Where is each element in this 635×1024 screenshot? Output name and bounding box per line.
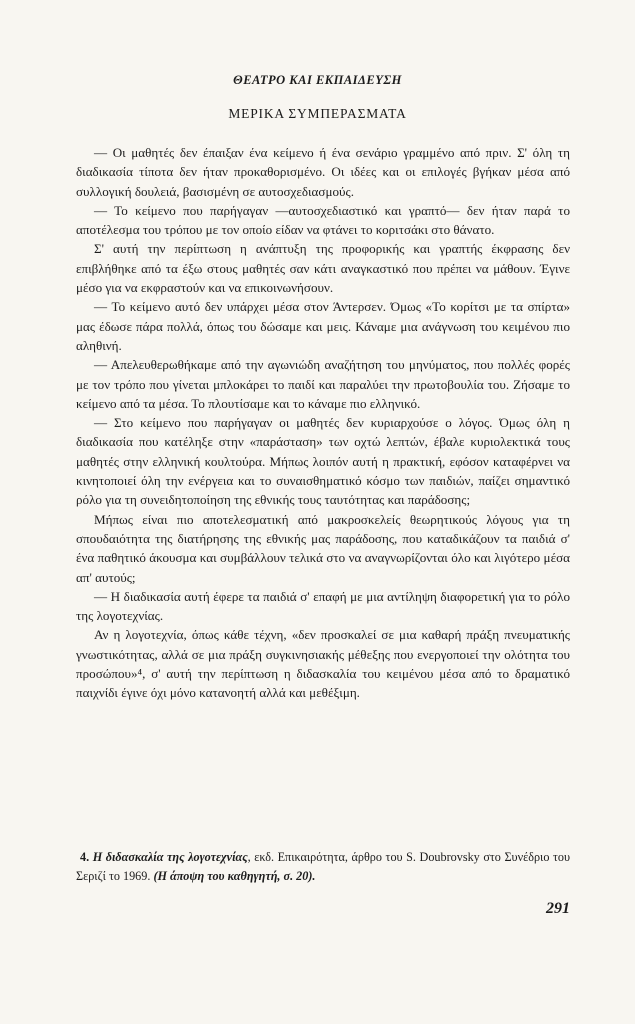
chapter-heading: ΜΕΡΙΚΑ ΣΥΜΠΕΡΑΣΜΑΤΑ	[228, 106, 407, 121]
footnote-number: 4.	[80, 850, 90, 864]
body-text	[76, 143, 570, 703]
paragraph: — Το κείμενο αυτό δεν υπάρχει μέσα στον Άντερσεν. Όμως «Το κορίτσι με τα σπίρτα» μας έδωσε πάρα πολλά, όπως του δώσαμε και μεις. Κάναμε μια ανάγνωση του κειμένου πιο αληθινή.	[76, 299, 570, 353]
paragraph: — Η διαδικασία αυτή έφερε τα παιδιά σ' επαφή με μια αντίληψη διαφορετική για το ρόλο της λογοτεχνίας.	[76, 588, 570, 624]
footnote-text: , εκδ. Επικαιρότητα, άρθρο του S. Doubrovsky στο Συνέδριο του Σεριζί το 1969.	[76, 850, 571, 883]
paragraph: — Οι μαθητές δεν έπαιξαν ένα κείμενο ή ένα σενάριο γραμμένο από πριν. Σ' όλη τη διαδικασία τίποτα δεν ήταν προκαθορισμένο. Οι ιδέες και οι επιλογές βγήκαν μέσα από συλλογική δουλειά, βασισμένη σε αυτοσχεδιασμούς.	[76, 145, 570, 199]
paragraph: Μήπως είναι πιο αποτελεσματική από μακροσκελείς θεωρητικούς λόγους για τη σπουδαιότητα της διατήρησης της εθνικής μας παράδοσης, που καταδικάζουν τα παιδιά σ' ένα παθητικό άκουσμα και συμβάλλουν τελικά στο να αναγνωρίζονται όλο και λιγότερο μέσα απ' αυτούς;	[76, 511, 570, 585]
paragraph: — Στο κείμενο που παρήγαγαν οι μαθητές δεν κυριαρχούσε ο λόγος. Όμως όλη η διαδικασία που κατέληξε στην «παράσταση» των οχτώ λεπτών, έβαλε κυριολεκτικά τους μαθητές στην ελληνική κουλτούρα. Μήπως λοιπόν αυτή η πρακτική, εφόσον καταφέρνει να κινητοποιεί όλη την ενέργεια και το συναισθηματικό κόσμο των παιδιών, παίζει σημαντικό ρόλο για τη συνειδητοποίηση της εθνικής τους ταυτότητας και παράδοσης;	[76, 415, 570, 508]
footnote-title: Η διδασκαλία της λογοτεχνίας	[92, 850, 248, 864]
footnote-note: (Η άποψη του καθηγητή, σ. 20).	[153, 869, 316, 883]
footnote	[76, 848, 570, 886]
paragraph: — Απελευθερωθήκαμε από την αγωνιώδη αναζήτηση του μηνύματος, που πολλές φορές με τον τρόπο που γίνεται μπλοκάρει το παιδί και παραλύει την πρωτοβουλία του. Ζήσαμε το κείμενο από τα μέσα. Το πλουτίσαμε και το κάναμε πιο ελληνικό.	[76, 357, 570, 411]
page-number: 291	[546, 900, 570, 917]
paragraph: Αν η λογοτεχνία, όπως κάθε τέχνη, «δεν προσκαλεί σε μια καθαρή πράξη πνευματικής γνωστικότητας, αλλά σε μια πράξη συγκινησιακής μέθεξης που ενεργοποιεί την ολότητα του προσώπου»⁴, σ' αυτή την περίπτωση η διδασκαλία του κειμένου μέσα από το δραματικό παιχνίδι έγινε όχι μόνο κατανοητή αλλά και μεθέξιμη.	[76, 627, 570, 701]
paragraph: Σ' αυτή την περίπτωση η ανάπτυξη της προφορικής και γραπτής έκφρασης δεν επιβλήθηκε από τα έξω στους μαθητές σαν κάτι αναγκαστικό που πρέπει να μάθουν. Έγινε μέσο για να εκφραστούν και να επικοινωνήσουν.	[76, 241, 570, 296]
section-title: ΘΕΑΤΡΟ ΚΑΙ ΕΚΠΑΙΔΕΥΣΗ	[233, 73, 402, 87]
paragraph: — Το κείμενο που παρήγαγαν —αυτοσχεδιαστικό και γραπτό— δεν ήταν παρά το αποτέλεσμα του τρόπου με τον οποίο είδαν να φτάνει το κοριτσάκι στο θάνατο.	[76, 202, 570, 238]
